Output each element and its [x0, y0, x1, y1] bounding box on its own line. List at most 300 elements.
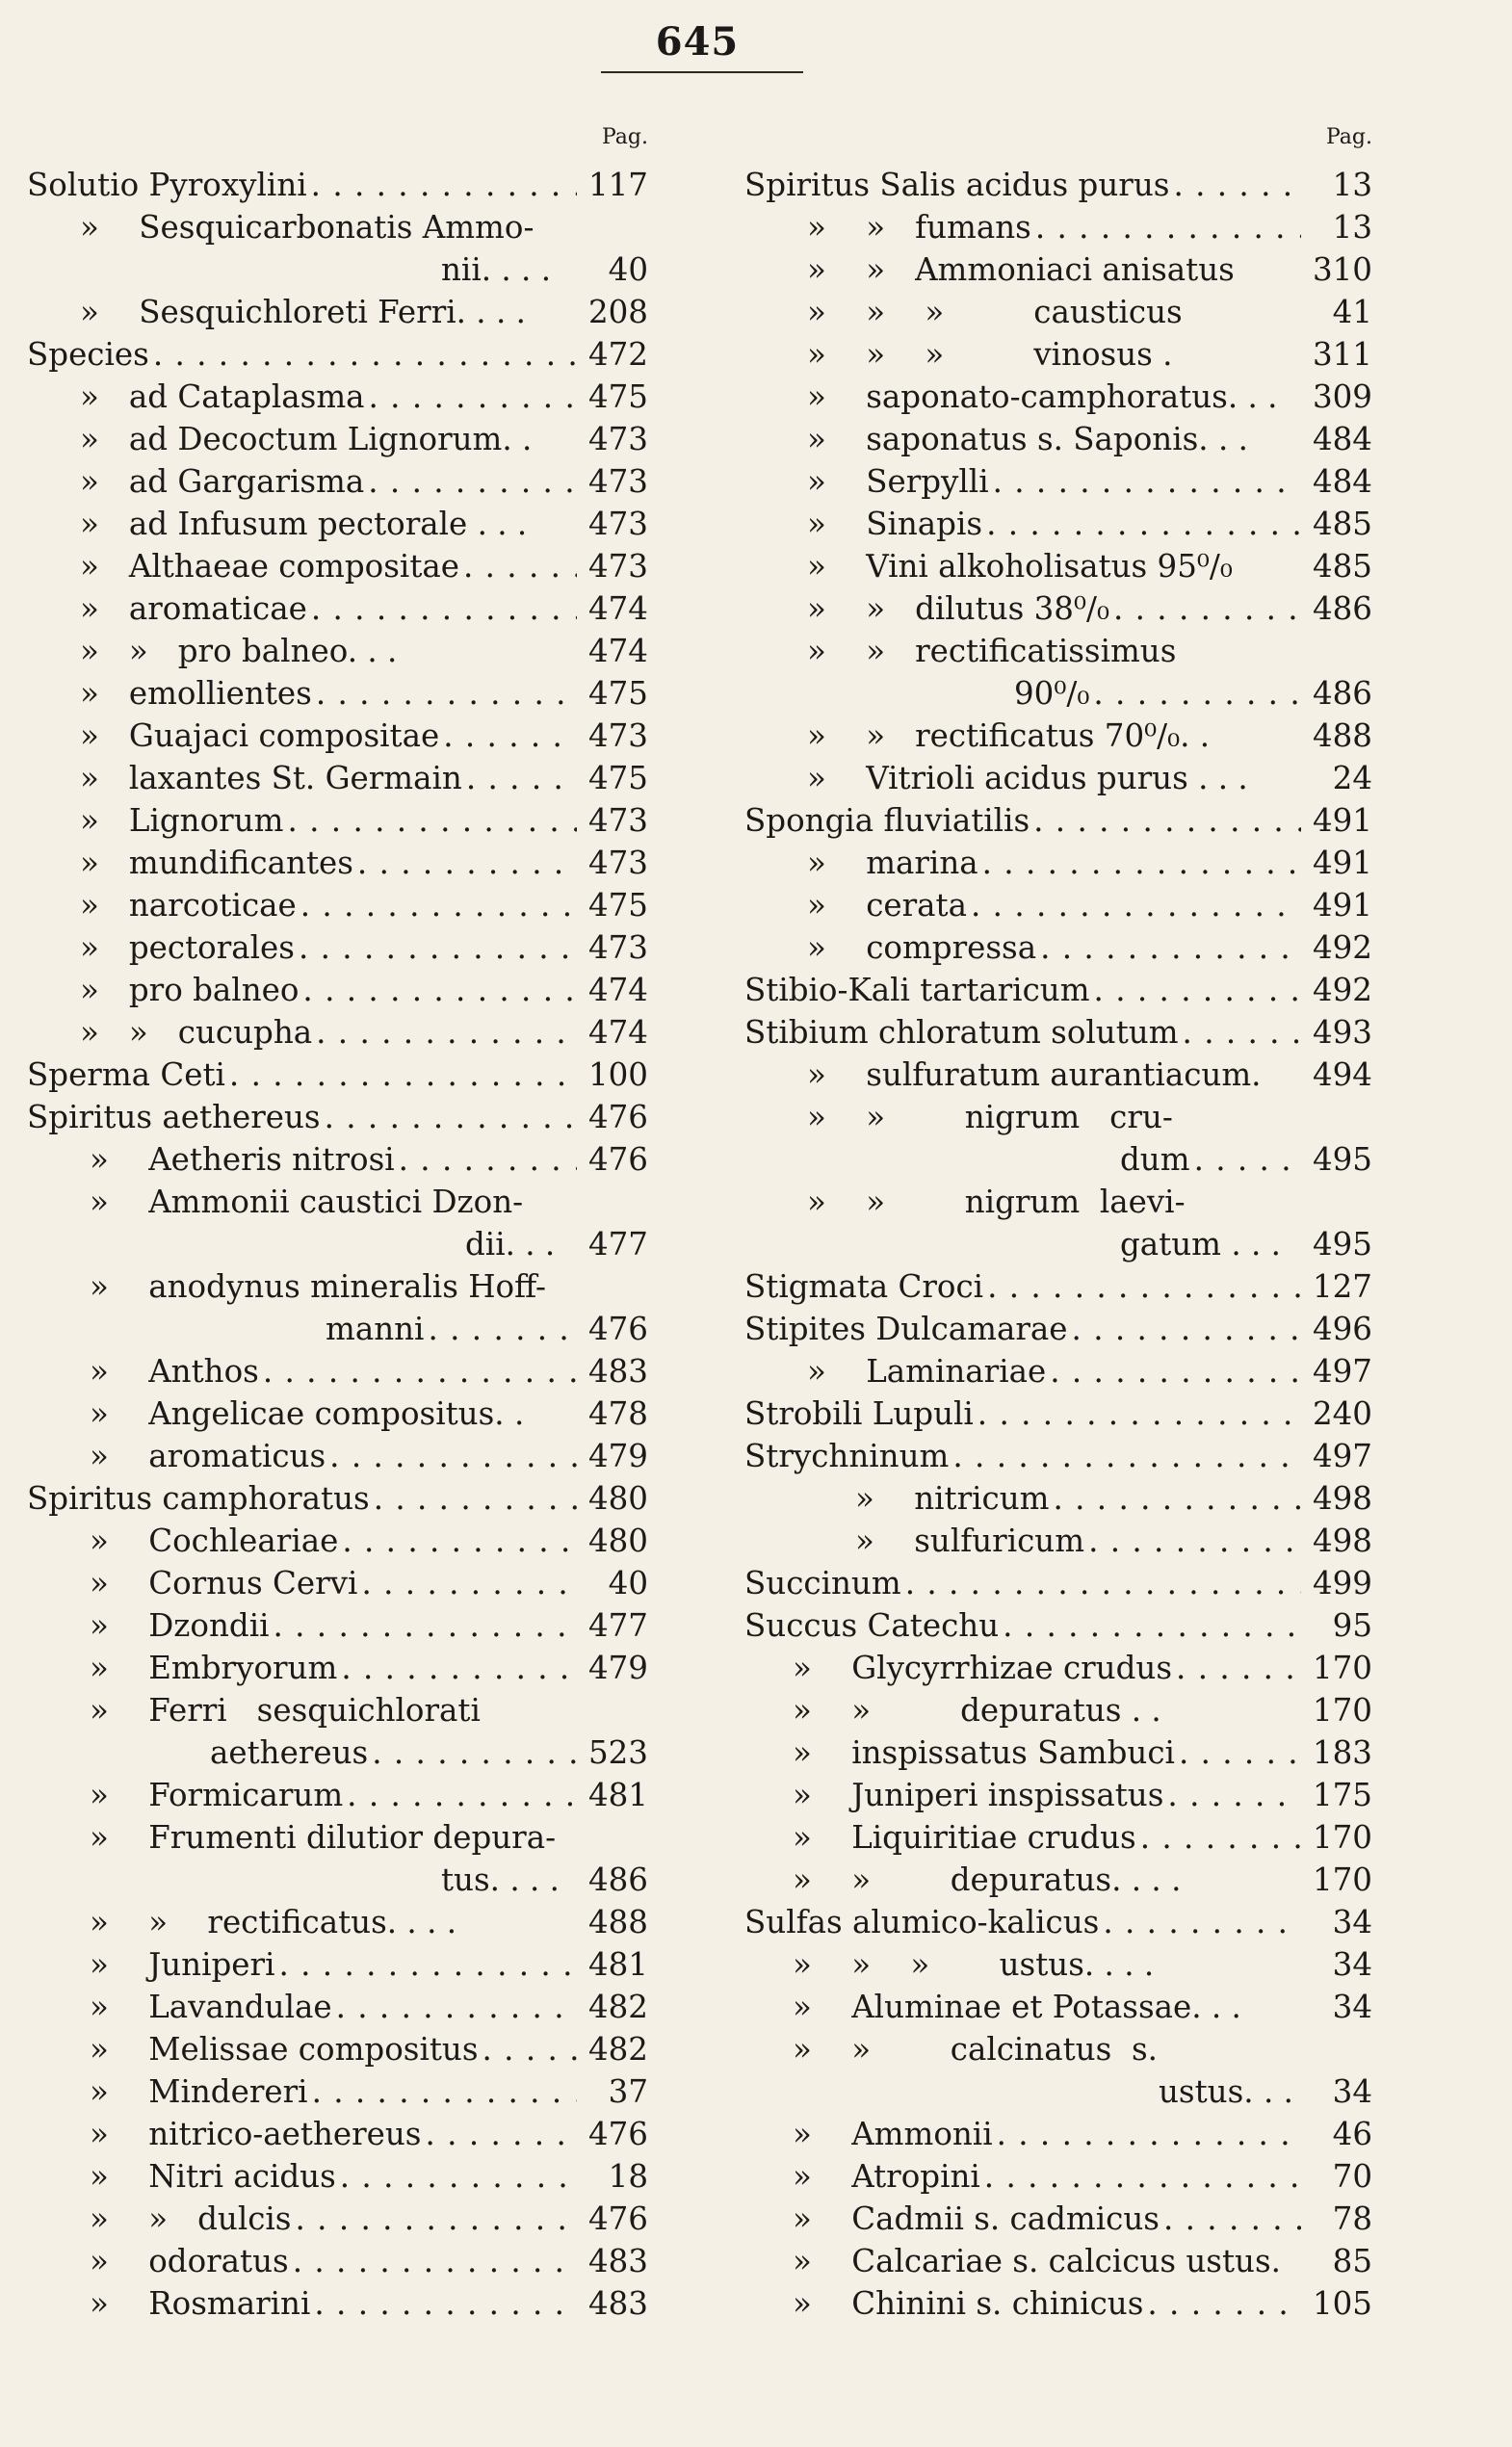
entry-page-number: 476: [587, 1141, 648, 1178]
entry-page-number: 473: [587, 548, 648, 585]
entry-term: » » rectificatus 70⁰/₀. .: [807, 717, 1211, 754]
entry-term: aethereus: [210, 1734, 369, 1771]
entry-page-number: 34: [1332, 1904, 1372, 1940]
entry-term: » Nitri acidus: [90, 2158, 336, 2195]
entry-page-number: 485: [1312, 548, 1372, 585]
dot-leader: [905, 1562, 1301, 1604]
index-entry: [744, 1774, 1372, 1816]
dot-leader: [357, 842, 577, 884]
entry-page-number: 484: [1312, 463, 1372, 500]
index-entry: [744, 418, 1372, 460]
entry-page-number: 34: [1332, 1946, 1372, 1983]
dot-leader: [426, 2113, 578, 2155]
dot-leader: [329, 1435, 577, 1477]
index-entry: [27, 503, 648, 545]
index-entry: [27, 1223, 648, 1265]
entry-page-number: 310: [1312, 251, 1372, 288]
index-entry: [27, 884, 648, 926]
entry-term: Spongia fluviatilis: [744, 802, 1030, 839]
index-entry: [744, 164, 1372, 206]
index-entry: [744, 1943, 1372, 1986]
entry-page-number: 481: [587, 1777, 648, 1813]
entry-term: » Ammonii caustici Dzon-: [90, 1184, 524, 1220]
dot-leader: [1167, 1774, 1301, 1816]
dot-leader: [1094, 969, 1301, 1011]
entry-term: » Formicarum: [90, 1777, 344, 1813]
dot-leader: [952, 1435, 1301, 1477]
index-entry: [744, 2198, 1372, 2240]
entry-term: » Juniperi inspissatus: [793, 1777, 1164, 1813]
entry-page-number: 70: [1332, 2158, 1372, 2195]
dot-leader: [1176, 1647, 1301, 1689]
index-entry: [744, 333, 1372, 376]
index-entry: [744, 2155, 1372, 2198]
index-entry: [27, 2113, 648, 2155]
dot-leader: [287, 799, 577, 842]
index-entry: [27, 291, 648, 333]
index-entry: [744, 587, 1372, 630]
entry-term: » » depuratus . .: [793, 1692, 1161, 1729]
entry-term: » » dulcis: [90, 2200, 292, 2237]
entry-page-number: 474: [587, 1014, 648, 1051]
entry-page-number: 486: [1312, 675, 1372, 712]
dot-leader: [1093, 672, 1301, 715]
entry-page-number: 41: [1332, 294, 1372, 330]
index-entry: [27, 1774, 648, 1816]
dot-leader: [1103, 1901, 1301, 1943]
entry-page-number: 183: [1312, 1734, 1372, 1771]
index-entry: [27, 2282, 648, 2325]
entry-page-number: 477: [587, 1607, 648, 1644]
index-entry: [744, 376, 1372, 418]
dot-leader: [1033, 799, 1301, 842]
entry-term: » Melissae compositus: [90, 2031, 479, 2068]
index-entry: [744, 1096, 1372, 1138]
index-entry: [27, 587, 648, 630]
index-entry: [27, 672, 648, 715]
entry-page-number: 475: [587, 378, 648, 415]
entry-page-number: 13: [1332, 167, 1372, 203]
dot-leader: [993, 460, 1301, 503]
right-index-column: [744, 121, 1372, 2325]
entry-term: Spiritus camphoratus: [27, 1480, 370, 1517]
index-entry: [744, 1308, 1372, 1350]
entry-term: » Ferri sesquichlorati: [90, 1692, 481, 1729]
entry-page-number: 484: [1312, 421, 1372, 457]
index-entry: [744, 545, 1372, 587]
entry-term: » Vitrioli acidus purus . . .: [807, 760, 1248, 796]
entry-page-number: 497: [1312, 1438, 1372, 1474]
index-entry: [744, 1350, 1372, 1393]
entry-page-number: 497: [1312, 1353, 1372, 1390]
entry-term: Succus Catechu: [744, 1607, 1000, 1644]
index-entry: [27, 1350, 648, 1393]
entry-page-number: 100: [587, 1056, 648, 1093]
index-entry: [27, 1096, 648, 1138]
index-entry: [744, 2070, 1372, 2113]
entry-term: » aromaticus: [90, 1438, 326, 1474]
entry-term: » saponato-camphoratus. . .: [807, 378, 1278, 415]
entry-page-number: 34: [1332, 2073, 1372, 2110]
dot-leader: [1053, 1477, 1301, 1520]
index-entry: [744, 969, 1372, 1011]
dot-leader: [316, 1011, 577, 1054]
index-entry: [27, 1604, 648, 1647]
entry-term: » » rectificatus. . . .: [90, 1904, 457, 1940]
entry-page-number: 481: [587, 1946, 648, 1983]
entry-page-number: 473: [587, 717, 648, 754]
entry-term: Spiritus Salis acidus purus: [744, 167, 1170, 203]
entry-page-number: 40: [608, 1565, 648, 1601]
dot-leader: [347, 1774, 577, 1816]
index-entry: [744, 1986, 1372, 2028]
entry-term: dii. . .: [465, 1226, 556, 1263]
index-entry: [744, 1265, 1372, 1308]
index-entry: [27, 1689, 648, 1731]
entry-page-number: 494: [1312, 1056, 1372, 1093]
dot-leader: [336, 1986, 577, 2028]
left-index-column: [27, 121, 648, 2325]
entry-term: » ad Gargarisma: [80, 463, 365, 500]
dot-leader: [316, 672, 577, 715]
dot-leader: [482, 2028, 577, 2070]
entry-page-number: 13: [1332, 209, 1372, 246]
dot-leader: [369, 376, 577, 418]
index-entry: [27, 1054, 648, 1096]
entry-page-number: 473: [587, 802, 648, 839]
entry-term: » pro balneo: [80, 972, 300, 1008]
index-entry: [27, 2240, 648, 2282]
index-entry: [744, 1138, 1372, 1181]
entry-term: » odoratus: [90, 2243, 289, 2279]
entry-page-number: 498: [1312, 1523, 1372, 1559]
entry-term: » » » ustus. . . .: [793, 1946, 1155, 1983]
entry-page-number: 46: [1332, 2116, 1372, 2152]
dot-leader: [314, 2282, 577, 2325]
entry-term: dum: [1120, 1141, 1190, 1178]
entry-page-number: 475: [587, 887, 648, 924]
index-entry: [27, 545, 648, 587]
pag-column-label: Pag.: [601, 125, 648, 149]
entry-page-number: 483: [587, 2243, 648, 2279]
dot-leader: [278, 1943, 577, 1986]
index-entry: [27, 799, 648, 842]
entry-term: » ad Decoctum Lignorum. .: [80, 421, 533, 457]
entry-page-number: 493: [1312, 1014, 1372, 1051]
header-rule: [601, 71, 803, 73]
entry-page-number: 485: [1312, 506, 1372, 542]
dot-leader: [399, 1138, 577, 1181]
dot-leader: [1003, 1604, 1301, 1647]
entry-page-number: 24: [1332, 760, 1372, 796]
entry-page-number: 472: [587, 336, 648, 373]
dot-leader: [1088, 1520, 1301, 1562]
entry-term: » Glycyrrhizae crudus: [793, 1650, 1173, 1686]
entry-page-number: 170: [1312, 1819, 1372, 1856]
index-entry: [27, 1562, 648, 1604]
index-entry: [744, 630, 1372, 672]
entry-term: » sulfuricum: [855, 1523, 1085, 1559]
entry-term: » Sesquicarbonatis Ammo-: [80, 209, 534, 246]
index-entry: [744, 2240, 1372, 2282]
entry-term: » » » vinosus .: [807, 336, 1173, 373]
entry-page-number: 476: [587, 2200, 648, 2237]
right-entries: [744, 164, 1372, 2325]
entry-page-number: 474: [587, 590, 648, 627]
entry-term: Spiritus aethereus: [27, 1099, 321, 1135]
dot-leader: [312, 2070, 577, 2113]
index-entry: [744, 1477, 1372, 1520]
dot-leader: [1163, 2198, 1301, 2240]
entry-page-number: 482: [587, 1989, 648, 2025]
index-entry: [744, 672, 1372, 715]
index-entry: [744, 291, 1372, 333]
entry-term: » » fumans: [807, 209, 1031, 246]
entry-page-number: 495: [1312, 1226, 1372, 1263]
entry-term: » Cochleariae: [90, 1523, 339, 1559]
entry-page-number: 175: [1312, 1777, 1372, 1813]
index-entry: [744, 1689, 1372, 1731]
dot-leader: [1173, 164, 1301, 206]
dot-leader: [1179, 1731, 1301, 1774]
entry-term: » cerata: [807, 887, 967, 924]
entry-page-number: 486: [1312, 590, 1372, 627]
dot-leader: [1035, 206, 1301, 248]
index-entry: [27, 2198, 648, 2240]
entry-term: » Anthos: [90, 1353, 259, 1390]
entry-page-number: 170: [1312, 1692, 1372, 1729]
entry-page-number: 476: [587, 2116, 648, 2152]
dot-leader: [273, 1604, 577, 1647]
index-entry: [27, 1986, 648, 2028]
entry-term: » Cadmii s. cadmicus: [793, 2200, 1160, 2237]
entry-page-number: 483: [587, 1353, 648, 1390]
entry-term: » Althaeae compositae: [80, 548, 459, 585]
entry-term: » Sinapis: [807, 506, 983, 542]
index-entry: [27, 1393, 648, 1435]
dot-leader: [982, 842, 1301, 884]
entry-term: » laxantes St. Germain: [80, 760, 462, 796]
entry-term: » narcoticae: [80, 887, 297, 924]
entry-page-number: 309: [1312, 378, 1372, 415]
entry-page-number: 95: [1332, 1607, 1372, 1644]
entry-page-number: 492: [1312, 972, 1372, 1008]
entry-term: » Lavandulae: [90, 1989, 332, 2025]
dot-leader: [1072, 1308, 1301, 1350]
entry-term: Stibio-Kali tartaricum: [744, 972, 1090, 1008]
dot-leader: [302, 969, 577, 1011]
entry-term: » ad Cataplasma: [80, 378, 365, 415]
entry-term: gatum . . .: [1120, 1226, 1281, 1263]
entry-term: » Aluminae et Potassae. . .: [793, 1989, 1241, 2025]
entry-term: Sulfas alumico-kalicus: [744, 1904, 1100, 1940]
index-entry: [27, 630, 648, 672]
dot-leader: [296, 2198, 578, 2240]
entry-term: » Vini alkoholisatus 95⁰/₀: [807, 548, 1233, 585]
entry-term: » Embryorum: [90, 1650, 338, 1686]
entry-page-number: 473: [587, 929, 648, 966]
dot-leader: [978, 1393, 1301, 1435]
entry-page-number: 492: [1312, 929, 1372, 966]
entry-term: » inspissatus Sambuci: [793, 1734, 1175, 1771]
entry-term: » Chinini s. chinicus: [793, 2285, 1144, 2322]
index-entry: [744, 926, 1372, 969]
entry-term: tus. . . .: [441, 1861, 560, 1898]
dot-leader: [340, 2155, 577, 2198]
index-entry: [744, 799, 1372, 842]
index-entry: [27, 2155, 648, 2198]
index-entry: [27, 206, 648, 248]
entry-page-number: 488: [1312, 717, 1372, 754]
entry-term: » pectorales: [80, 929, 295, 966]
entry-term: » » cucupha: [80, 1014, 313, 1051]
dot-leader: [443, 715, 577, 757]
entry-page-number: 117: [587, 167, 648, 203]
dot-leader: [1140, 1816, 1301, 1859]
index-entry: [27, 1181, 648, 1223]
entry-term: » Liquiritiae crudus: [793, 1819, 1136, 1856]
entry-page-number: 477: [587, 1226, 648, 1263]
index-entry: [744, 1604, 1372, 1647]
dot-leader: [361, 1562, 577, 1604]
index-entry: [744, 2113, 1372, 2155]
entry-page-number: 37: [608, 2073, 648, 2110]
entry-term: » Dzondii: [90, 1607, 270, 1644]
index-entry: [744, 2282, 1372, 2325]
entry-term: » Ammonii: [793, 2116, 993, 2152]
entry-page-number: 476: [587, 1311, 648, 1347]
index-entry: [27, 248, 648, 291]
index-entry: [27, 1647, 648, 1689]
entry-term: Species: [27, 336, 149, 373]
entry-term: » Rosmarini: [90, 2285, 311, 2322]
entry-term: nii. . . .: [441, 251, 552, 288]
index-entry: [744, 1859, 1372, 1901]
index-entry: [744, 1901, 1372, 1943]
entry-page-number: 474: [587, 633, 648, 669]
dot-leader: [463, 545, 577, 587]
index-entry: [744, 1435, 1372, 1477]
index-entry: [27, 757, 648, 799]
entry-term: » ad Infusum pectorale . . .: [80, 506, 528, 542]
entry-term: » » nigrum laevi-: [807, 1184, 1186, 1220]
entry-term: » » calcinatus s.: [793, 2031, 1158, 2068]
index-entry: [744, 1731, 1372, 1774]
index-entry: [27, 1265, 648, 1308]
index-entry: [744, 1011, 1372, 1054]
index-entry: [744, 206, 1372, 248]
index-entry: [27, 926, 648, 969]
entry-term: » Sesquichloreti Ferri. . . .: [80, 294, 526, 330]
entry-term: » Frumenti dilutior depura-: [90, 1819, 557, 1856]
index-entry: [744, 1223, 1372, 1265]
entry-page-number: 34: [1332, 1989, 1372, 2025]
entry-page-number: 473: [587, 421, 648, 457]
dot-leader: [263, 1350, 577, 1393]
entry-page-number: 496: [1312, 1311, 1372, 1347]
entry-page-number: 40: [608, 251, 648, 288]
dot-leader: [311, 164, 577, 206]
dot-leader: [466, 757, 577, 799]
index-entry: [27, 1138, 648, 1181]
entry-page-number: 311: [1312, 336, 1372, 373]
dot-leader: [1050, 1350, 1301, 1393]
entry-term: » nitrico-aethereus: [90, 2116, 422, 2152]
entry-page-number: 474: [587, 972, 648, 1008]
index-entry: [27, 1816, 648, 1859]
entry-page-number: 473: [587, 506, 648, 542]
entry-term: » » rectificatissimus: [807, 633, 1177, 669]
entry-term: » Angelicae compositus. .: [90, 1395, 525, 1432]
dot-leader: [374, 1477, 577, 1520]
dot-leader: [986, 503, 1301, 545]
index-entry: [27, 2070, 648, 2113]
index-entry: [744, 1393, 1372, 1435]
entry-term: » anodynus mineralis Hoff-: [90, 1268, 547, 1305]
entry-term: » » » causticus: [807, 294, 1183, 330]
entry-term: Stibium chloratum solutum: [744, 1014, 1179, 1051]
entry-term: manni: [326, 1311, 425, 1347]
index-entry: [27, 1901, 648, 1943]
index-entry: [744, 1816, 1372, 1859]
dot-leader: [372, 1731, 577, 1774]
index-entry: [27, 1943, 648, 1986]
index-entry: [744, 1054, 1372, 1096]
entry-term: » nitricum: [855, 1480, 1050, 1517]
dot-leader: [300, 884, 577, 926]
entry-page-number: 127: [1312, 1268, 1372, 1305]
entry-term: » Mindereri: [90, 2073, 308, 2110]
index-entry: [27, 1477, 648, 1520]
entry-page-number: 491: [1312, 802, 1372, 839]
entry-term: ustus. . .: [1159, 2073, 1293, 2110]
index-entry: [27, 1011, 648, 1054]
dot-leader: [311, 587, 577, 630]
entry-term: » compressa: [807, 929, 1037, 966]
entry-page-number: 491: [1312, 845, 1372, 881]
index-entry: [27, 1308, 648, 1350]
dot-leader: [1113, 587, 1301, 630]
entry-term: » emollientes: [80, 675, 312, 712]
index-entry: [27, 1731, 648, 1774]
dot-leader: [368, 460, 577, 503]
entry-term: Strobili Lupuli: [744, 1395, 974, 1432]
entry-term: » aromaticae: [80, 590, 307, 627]
entry-term: » » Ammoniaci anisatus: [807, 251, 1235, 288]
entry-page-number: 479: [587, 1650, 648, 1686]
index-entry: [744, 1562, 1372, 1604]
entry-page-number: 105: [1312, 2285, 1372, 2322]
entry-term: » Serpylli: [807, 463, 989, 500]
entry-page-number: 170: [1312, 1861, 1372, 1898]
entry-page-number: 476: [587, 1099, 648, 1135]
pag-column-label: Pag.: [1325, 125, 1372, 149]
entry-term: » mundificantes: [80, 845, 353, 881]
dot-leader: [342, 1520, 577, 1562]
entry-page-number: 483: [587, 2285, 648, 2322]
entry-term: » saponatus s. Saponis. . .: [807, 421, 1248, 457]
entry-page-number: 170: [1312, 1650, 1372, 1686]
dot-leader: [1040, 926, 1301, 969]
entry-page-number: 78: [1332, 2200, 1372, 2237]
dot-leader: [987, 1265, 1301, 1308]
entry-term: » Laminariae: [807, 1353, 1047, 1390]
index-entry: [744, 503, 1372, 545]
entry-term: » » dilutus 38⁰/₀: [807, 590, 1109, 627]
index-entry: [744, 2028, 1372, 2070]
entry-term: » » pro balneo. . .: [80, 633, 398, 669]
entry-page-number: 475: [587, 760, 648, 796]
